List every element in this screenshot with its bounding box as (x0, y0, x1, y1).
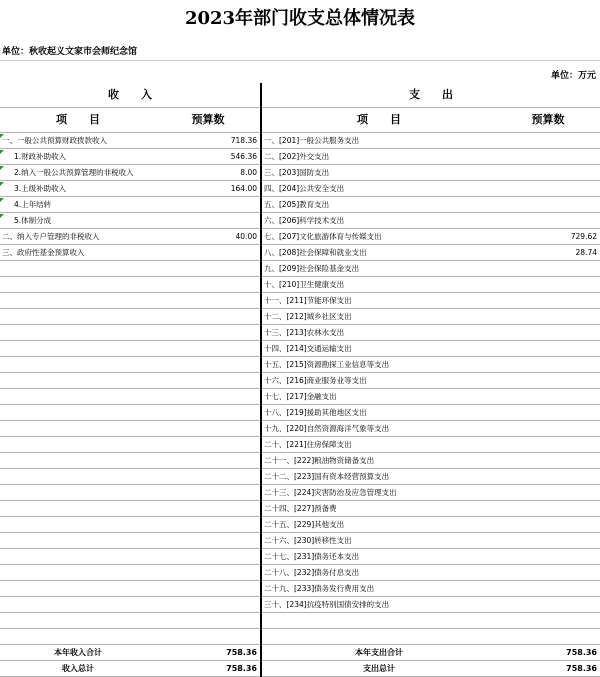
expense-item-label: 二十五、[229]其他支出 (261, 517, 496, 533)
income-item-label (0, 485, 156, 501)
income-item-label (0, 357, 156, 373)
income-item-label (0, 389, 156, 405)
table-row (0, 229, 600, 245)
income-item-label (0, 597, 156, 613)
income-item-label (0, 469, 156, 485)
table-row (0, 149, 600, 165)
page-title: 2023年部门收支总体情况表 (184, 8, 416, 29)
table-row (0, 213, 600, 229)
income-item-label (0, 501, 156, 517)
expense-item-value: 28.74 (496, 245, 600, 261)
expense-item-label: 十、[210]卫生健康支出 (261, 277, 496, 293)
expense-header: 支 出 (261, 83, 600, 108)
expense-year-label: 本年支出合计 (261, 645, 496, 661)
table-row (0, 421, 600, 437)
expense-item-value: 729.62 (496, 229, 600, 245)
expense-item-label: 十六、[216]商业服务业等支出 (261, 373, 496, 389)
expense-item-label: 十一、[211]节能环保支出 (261, 293, 496, 309)
table-row (0, 261, 600, 277)
currency-label: 单位：万元 (550, 71, 596, 81)
expense-item-label: 十三、[213]农林水支出 (261, 325, 496, 341)
expense-item-value (496, 133, 600, 149)
income-item-label (0, 533, 156, 549)
expense-budget-header: 预算数 (496, 108, 600, 133)
income-item-value: 40.00 (156, 229, 261, 245)
income-item-label: 5.体制分成 (0, 213, 156, 229)
income-item-label: 2.纳入一般公共预算管理的非税收入 (0, 165, 156, 181)
income-item-value (156, 469, 261, 485)
income-item-label (0, 293, 156, 309)
table-row (0, 501, 600, 517)
expense-item-value (496, 197, 600, 213)
expense-item-label: 十五、[215]资源勘探工业信息等支出 (261, 357, 496, 373)
expense-item-value (496, 501, 600, 517)
income-item-label (0, 581, 156, 597)
income-item-value (156, 277, 261, 293)
income-header: 收 入 (0, 83, 261, 108)
expense-item-value (496, 325, 600, 341)
table-row (0, 437, 600, 453)
expense-item-value (496, 565, 600, 581)
income-item-value (156, 309, 261, 325)
expense-item-value (496, 517, 600, 533)
expense-item-label: 七、[207]文化旅游体育与传媒支出 (261, 229, 496, 245)
income-item-label (0, 341, 156, 357)
table-row (0, 453, 600, 469)
income-item-label (0, 277, 156, 293)
table-row (0, 309, 600, 325)
income-item-value (156, 501, 261, 517)
income-item-label: 1.财政补助收入 (0, 149, 156, 165)
income-item-label (0, 613, 156, 629)
table-row (0, 181, 600, 197)
income-item-label (0, 261, 156, 277)
table-row (0, 245, 600, 261)
income-item-label (0, 453, 156, 469)
expense-item-value (496, 453, 600, 469)
expense-item-value (496, 629, 600, 645)
expense-item-label: 二十六、[230]转移性支出 (261, 533, 496, 549)
income-budget-header: 预算数 (156, 108, 261, 133)
income-item-label: 3.上级补助收入 (0, 181, 156, 197)
income-year-value: 758.36 (156, 645, 261, 661)
expense-item-label: 四、[204]公共安全支出 (261, 181, 496, 197)
income-item-value (156, 357, 261, 373)
income-item-value: 8.00 (156, 165, 261, 181)
expense-item-value (496, 533, 600, 549)
unit-label: 单位：秋收起义文家市会师纪念馆 (2, 47, 138, 57)
expense-year-value: 758.36 (496, 645, 600, 661)
income-item-label (0, 373, 156, 389)
table-row (0, 325, 600, 341)
expense-item-label: 二、[202]外交支出 (261, 149, 496, 165)
budget-table (0, 83, 600, 677)
table-row (0, 277, 600, 293)
expense-item-label: 二十七、[231]债务还本支出 (261, 549, 496, 565)
expense-item-value (496, 421, 600, 437)
income-item-label (0, 549, 156, 565)
expense-item-value (496, 469, 600, 485)
expense-item-value (496, 293, 600, 309)
expense-item-label: 十九、[220]自然资源海洋气象等支出 (261, 421, 496, 437)
expense-item-value (496, 213, 600, 229)
expense-item-label: 十二、[212]城乡社区支出 (261, 309, 496, 325)
expense-item-value (496, 613, 600, 629)
income-item-label: 一、一般公共预算财政拨款收入 (0, 133, 156, 149)
income-item-value (156, 197, 261, 213)
income-item-value (156, 485, 261, 501)
expense-total-value: 758.36 (496, 661, 600, 677)
expense-item-value (496, 389, 600, 405)
expense-item-value (496, 485, 600, 501)
income-item-value (156, 453, 261, 469)
expense-item-label: 九、[209]社会保险基金支出 (261, 261, 496, 277)
column-header-row (0, 108, 600, 133)
expense-item-label: 二十八、[232]债务付息支出 (261, 565, 496, 581)
expense-item-label: 十七、[217]金融支出 (261, 389, 496, 405)
table-row (0, 485, 600, 501)
income-item-value (156, 293, 261, 309)
table-row (0, 293, 600, 309)
expense-item-value (496, 373, 600, 389)
income-item-value (156, 533, 261, 549)
table-row (0, 613, 600, 629)
income-item-value (156, 549, 261, 565)
income-item-value (156, 437, 261, 453)
table-row (0, 389, 600, 405)
income-item-label (0, 517, 156, 533)
table-row (0, 197, 600, 213)
table-row (0, 373, 600, 389)
income-item-label: 二、纳入专户管理的非税收入 (0, 229, 156, 245)
table-row (0, 549, 600, 565)
income-item-value (156, 261, 261, 277)
income-item-value (156, 597, 261, 613)
expense-item-value (496, 597, 600, 613)
income-item-label (0, 565, 156, 581)
expense-item-value (496, 357, 600, 373)
expense-item-label: 二十、[221]住房保障支出 (261, 437, 496, 453)
income-item-label (0, 421, 156, 437)
income-total-value: 758.36 (156, 661, 261, 677)
income-item-value (156, 341, 261, 357)
income-item-value (156, 581, 261, 597)
income-item-label (0, 309, 156, 325)
expense-item-label: 二十一、[222]粮油物资储备支出 (261, 453, 496, 469)
table-row (0, 133, 600, 149)
total-row (0, 645, 600, 661)
expense-item-label: 十八、[219]援助其他地区支出 (261, 405, 496, 421)
table-row (0, 597, 600, 613)
income-total-label: 收入总计 (0, 661, 156, 677)
expense-item-label: 三、[203]国防支出 (261, 165, 496, 181)
income-item-label (0, 437, 156, 453)
income-item-label (0, 325, 156, 341)
income-item-value (156, 325, 261, 341)
income-item-value: 546.36 (156, 149, 261, 165)
table-row (0, 629, 600, 645)
table-row (0, 357, 600, 373)
expense-item-header: 项 目 (261, 108, 496, 133)
expense-item-value (496, 405, 600, 421)
expense-item-value (496, 549, 600, 565)
expense-item-label: 十四、[214]交通运输支出 (261, 341, 496, 357)
section-header-row (0, 83, 600, 108)
expense-item-label (261, 613, 496, 629)
table-row (0, 517, 600, 533)
income-item-label (0, 405, 156, 421)
income-item-label: 三、政府性基金预算收入 (0, 245, 156, 261)
expense-item-label: 一、[201]一般公共服务支出 (261, 133, 496, 149)
divider (0, 60, 600, 61)
income-item-value (156, 213, 261, 229)
table-row (0, 165, 600, 181)
income-item-value (156, 389, 261, 405)
income-item-label (0, 629, 156, 645)
expense-item-value (496, 277, 600, 293)
income-item-value: 718.36 (156, 133, 261, 149)
table-row (0, 533, 600, 549)
income-year-label: 本年收入合计 (0, 645, 156, 661)
income-item-value (156, 405, 261, 421)
expense-item-label: 二十四、[227]预备费 (261, 501, 496, 517)
expense-item-value (496, 309, 600, 325)
table-row (0, 341, 600, 357)
expense-item-label: 六、[206]科学技术支出 (261, 213, 496, 229)
income-item-header: 项 目 (0, 108, 156, 133)
expense-item-label: 五、[205]教育支出 (261, 197, 496, 213)
expense-item-value (496, 341, 600, 357)
expense-item-label: 三十、[234]抗疫特别国债安排的支出 (261, 597, 496, 613)
income-item-value (156, 565, 261, 581)
income-item-value: 164.00 (156, 181, 261, 197)
expense-item-label: 二十二、[223]国有资本经营预算支出 (261, 469, 496, 485)
total-row (0, 661, 600, 677)
expense-item-label (261, 629, 496, 645)
table-row (0, 405, 600, 421)
income-item-label: 4.上年结转 (0, 197, 156, 213)
income-item-value (156, 245, 261, 261)
income-item-value (156, 629, 261, 645)
income-item-value (156, 613, 261, 629)
table-row (0, 469, 600, 485)
income-item-value (156, 373, 261, 389)
table-row (0, 581, 600, 597)
expense-item-value (496, 437, 600, 453)
expense-item-label: 二十三、[224]灾害防治及应急管理支出 (261, 485, 496, 501)
expense-item-value (496, 149, 600, 165)
expense-item-label: 八、[208]社会保障和就业支出 (261, 245, 496, 261)
income-item-value (156, 421, 261, 437)
expense-item-value (496, 165, 600, 181)
expense-item-value (496, 181, 600, 197)
expense-item-value (496, 581, 600, 597)
expense-item-label: 二十九、[233]债务发行费用支出 (261, 581, 496, 597)
table-row (0, 565, 600, 581)
income-item-value (156, 517, 261, 533)
expense-item-value (496, 261, 600, 277)
expense-total-label: 支出总计 (261, 661, 496, 677)
